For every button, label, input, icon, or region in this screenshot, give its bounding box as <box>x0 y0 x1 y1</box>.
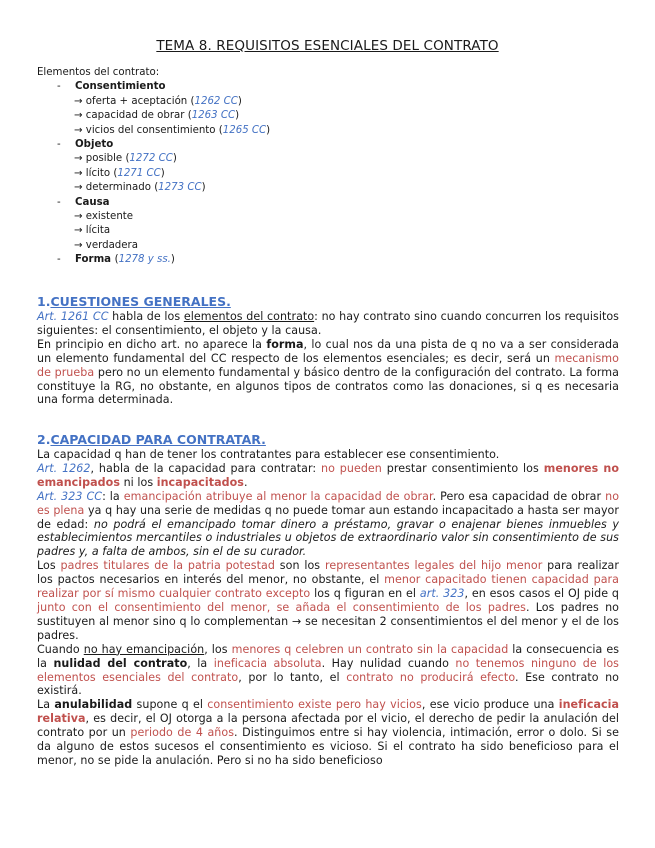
article-ref: 1265 CC <box>222 124 267 136</box>
outline-item: → lícito (1271 CC) <box>74 167 165 179</box>
outline-item: → vicios del consentimiento (1265 CC) <box>74 124 271 136</box>
outline-group-forma <box>37 253 270 267</box>
paragraph: En principio en dicho art. no aparece la forma, lo cual nos da una pista de q no va a ser considerada un elemento fundamental del CC respecto de los elementos esenciales; es decir, será un mecanismo de prueba pero no un elemento fundamental y básico dentro de la configuración del contrato. La forma constituye la RG, no obstante, en algunos tipos de contratos como las donaciones, si q es necesaria una forma determinada. <box>37 337 620 407</box>
outline-intro: Elementos del contrato: <box>37 67 160 78</box>
article-ref: 1273 CC <box>158 182 202 194</box>
elements-outline <box>37 66 270 268</box>
outline-group-consentimiento <box>37 80 270 138</box>
arrow-icon: → <box>74 153 83 165</box>
section-capacidad-para-contratar <box>37 432 619 768</box>
outline-head-consentimiento: Consentimiento <box>75 81 166 93</box>
paragraph: La capacidad q han de tener los contratantes para establecer ese consentimiento. <box>37 448 500 461</box>
bullet: - <box>57 139 61 151</box>
paragraph: Art. 323 CC: la emancipación atribuye al menor la capacidad de obrar. Pero esa capacidad de obrar no es plena ya q hay una serie de medidas q no puede tomar aun estando incapacitado a hasta ser mayor de edad: no podrá el emancipado tomar dinero a préstamo, gravar o enajenar bienes inmuebles y establecimientos mercantiles o industriales u objetos de extraordinario valor sin consentimiento de sus padres y, a falta de ambos, sin el de su curador. <box>37 489 620 559</box>
section-heading: 1.CUESTIONES GENERALES. <box>37 294 231 309</box>
article-ref: 1272 CC <box>129 153 173 165</box>
outline-group-objeto <box>37 138 270 196</box>
outline-item: → oferta + aceptación (1262 CC) <box>74 95 242 107</box>
section-body <box>37 310 619 407</box>
paragraph: Cuando no hay emancipación, los menores q celebren un contrato sin la capacidad la consecuencia es la nulidad del contrato, la ineficacia absoluta. Hay nulidad cuando no tenemos ninguno de los elementos esenciales del contrato, por lo tanto, el contrato no producirá efecto. Ese contrato no existirá. <box>37 642 620 698</box>
paragraph: Los padres titulares de la patria potestad son los representantes legales del hijo menor para realizar los pactos necesarios en interés del menor, no obstante, el menor capacitado tienen capacidad para realizar por sí mismo cualquier contrato excepto los q figuran en el art. 323, en esos casos el OJ pide q junto con el consentimiento del menor, se añada el consentimiento de los padres. Los padres no sustituyen al menor sino q lo complementan → se necesitan 2 consentimientos el del menor y el de los padres. <box>37 559 620 642</box>
paragraph: La anulabilidad supone q el consentimiento existe pero hay vicios, ese vicio produce una ineficacia relativa, es decir, el OJ otorga a la persona afectada por el vicio, el derecho de pedir la anulación del contrato por un periodo de 4 años. Distinguimos entre si hay violencia, intimación, error o dolo. Si se da alguno de estos sucesos el consentimiento es vicioso. Si el contrato ha sido beneficioso para el menor, no se pide la anulación. Pero si no ha sido beneficioso <box>37 698 620 767</box>
article-ref: 1271 CC <box>117 167 161 179</box>
page-title-text: TEMA 8. REQUISITOS ESENCIALES DEL CONTRATO <box>156 38 499 54</box>
arrow-icon: → <box>74 110 83 122</box>
paragraph: Art. 1261 CC habla de los elementos del contrato: no hay contrato sino cuando concurren los requisitos siguientes: el consentimiento, el objeto y la causa. <box>37 310 620 337</box>
section-heading: 2.CAPACIDAD PARA CONTRATAR. <box>37 432 266 447</box>
arrow-icon: → <box>74 211 83 223</box>
article-ref: 1263 CC <box>191 110 236 122</box>
bullet: - <box>57 81 61 93</box>
outline-group-causa <box>37 196 270 254</box>
outline-head-objeto: Objeto <box>75 139 114 151</box>
arrow-icon: → <box>74 124 83 136</box>
article-ref: 1278 y ss. <box>118 254 171 266</box>
outline-item: → determinado (1273 CC) <box>74 182 206 194</box>
outline-item: → existente <box>74 211 134 223</box>
outline-head-forma: Forma (1278 y ss.) <box>75 254 175 266</box>
arrow-icon: → <box>74 167 83 179</box>
article-ref: 1262 CC <box>194 95 238 107</box>
outline-item: → lícita <box>74 225 111 237</box>
outline-item: → verdadera <box>74 239 138 251</box>
page-title <box>0 38 655 54</box>
outline-head-causa: Causa <box>75 196 110 208</box>
arrow-icon: → <box>74 95 83 107</box>
bullet: - <box>57 196 61 208</box>
outline-item: → posible (1272 CC) <box>74 153 177 165</box>
section-cuestiones-generales <box>37 294 619 407</box>
bullet: - <box>57 254 61 266</box>
arrow-icon: → <box>74 182 83 194</box>
arrow-icon: → <box>74 225 83 237</box>
outline-item: → capacidad de obrar (1263 CC) <box>74 110 240 122</box>
paragraph: Art. 1262, habla de la capacidad para contratar: no pueden prestar consentimiento los menores no emancipados ni los incapacitados. <box>37 461 620 489</box>
section-body <box>37 448 619 768</box>
arrow-icon: → <box>74 239 83 251</box>
